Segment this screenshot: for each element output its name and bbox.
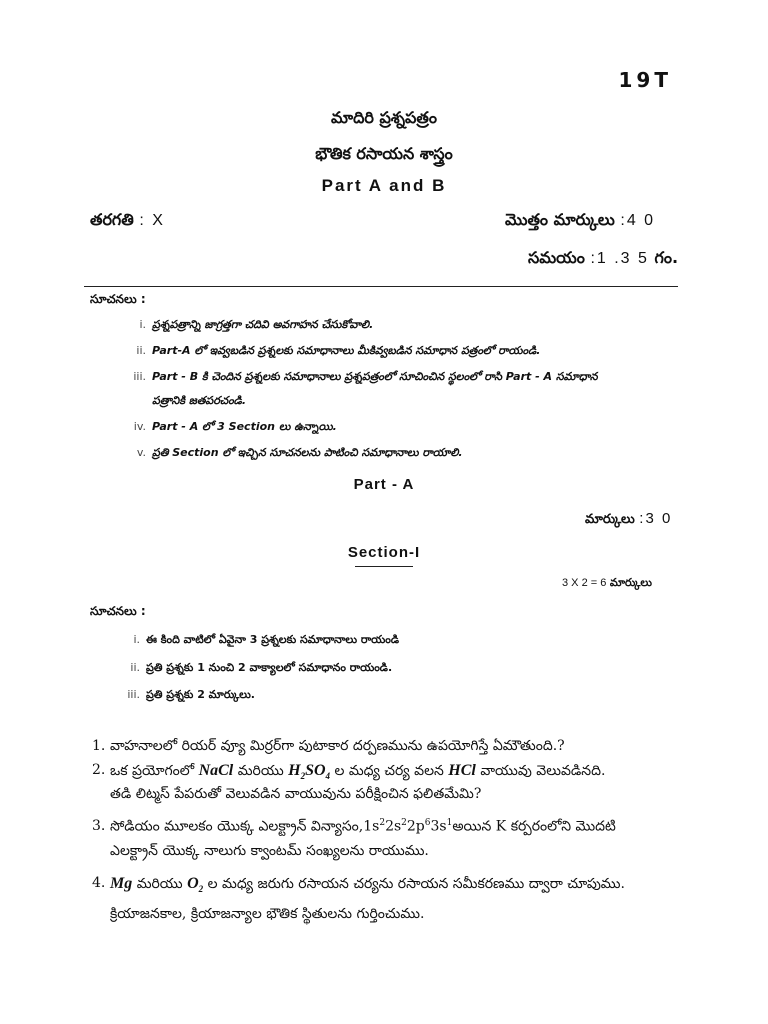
question-number: 4. xyxy=(92,875,106,891)
instruction-number: i. xyxy=(139,318,146,331)
total-marks-value: :4 0 xyxy=(620,212,656,229)
instruction-text: ప్రతి ప్రశ్నకు 1 నుంచి 2 వాక్యాలలో సమాధానం రాయండి. xyxy=(146,661,393,674)
question-4 xyxy=(92,875,625,895)
question-text: 2p xyxy=(406,818,425,835)
question-text: సోడియం మూలకం యొక్క ఎలక్ట్రాన్ విన్యాసం,1s xyxy=(110,818,380,835)
instruction-item xyxy=(136,446,463,462)
chem-subscript: 2 xyxy=(300,771,306,782)
chem-subscript: 2 xyxy=(198,884,204,895)
section-1-instructions-heading: సూచనలు : xyxy=(90,604,146,618)
question-text: ల మధ్య చర్య వలన xyxy=(334,763,444,779)
instruction-number: i. xyxy=(133,633,140,646)
instruction-item xyxy=(136,344,541,360)
chem-part: O xyxy=(187,875,199,892)
question-number: 3. xyxy=(92,818,106,834)
chem-formula-hcl: HCl xyxy=(448,762,476,779)
section-1-title: Section-I xyxy=(347,544,421,561)
question-1 xyxy=(92,738,565,757)
total-marks-label: మొత్తం మార్కులు xyxy=(505,210,615,229)
instruction-number: v. xyxy=(136,446,146,459)
chem-formula-o2 xyxy=(187,875,204,895)
question-3-line-2: ఎలక్ట్రాన్ యొక్క నాలుగు క్వాంటమ్ సంఖ్యలను రాయుము. xyxy=(110,843,429,859)
paper-title: మాదిరి ప్రశ్నపత్రం xyxy=(331,108,437,127)
question-text: 3s xyxy=(430,818,447,835)
instruction-text: Part - B కి చెందిన ప్రశ్నలకు సమాధానాలు ప్రశ్నపత్రంలో సూచించిన స్థలంలో రాసి Part - A సమాధాన xyxy=(152,370,598,383)
superscript: 2 xyxy=(379,818,386,828)
instruction-number: ii. xyxy=(136,344,146,357)
chem-formula-h2so4 xyxy=(288,762,331,782)
class-label: తరగతి xyxy=(90,210,134,229)
instruction-item xyxy=(133,420,337,436)
chem-formula-nacl: NaCl xyxy=(198,762,234,779)
section-instruction-item xyxy=(133,633,399,649)
subject-title: భౌతిక రసాయన శాస్త్రం xyxy=(315,144,453,163)
question-3 xyxy=(92,818,616,838)
superscript: 2 xyxy=(401,818,407,828)
instruction-text: పత్రానికి జతపరచండి. xyxy=(152,394,246,407)
section-instruction-item xyxy=(127,688,255,704)
section-title-underline xyxy=(355,566,413,567)
instructions-heading: సూచనలు : xyxy=(90,292,146,306)
instruction-number: iii. xyxy=(127,688,140,701)
part-heading: Part A and B xyxy=(321,176,447,195)
time-label: సమయం xyxy=(528,248,585,267)
chem-part: H xyxy=(288,762,301,779)
question-text: వాహనాలలో రియర్ వ్యూ మిర్రర్‌గా పుటాకార దర్పణమును ఉపయోగిస్తే ఏమౌతుంది.? xyxy=(110,738,565,754)
time-value: :1 .3 5 xyxy=(590,250,649,267)
instruction-number: ii. xyxy=(130,661,140,674)
part-a-marks-label: మార్కులు xyxy=(585,512,635,527)
divider-line xyxy=(84,286,678,287)
paper-code: 19T xyxy=(618,68,672,92)
question-text: 2s xyxy=(385,818,402,835)
scheme-formula: 3 X 2 = 6 xyxy=(562,577,607,589)
question-4-line-2: క్రియాజనకాల, క్రియాజన్యాల భౌతిక స్థితులను గుర్తించుము. xyxy=(110,906,425,922)
instruction-text: ప్రతి Section లో ఇచ్చిన సూచనలను పాటించి సమాధానాలు రాయాలి. xyxy=(152,446,463,459)
time-unit: గం. xyxy=(654,248,679,267)
question-2-line-2: తడి లిట్మస్ పేపరుతో వెలువడిన వాయువును పరీక్షించిన ఫలితమేమి? xyxy=(110,786,482,802)
instruction-item xyxy=(133,370,598,386)
section-1-scheme xyxy=(562,576,652,592)
total-marks xyxy=(505,210,655,233)
section-instruction-item xyxy=(130,661,393,677)
instruction-text: Part - A లో 3 Section లు ఉన్నాయి. xyxy=(152,420,337,433)
instruction-text: ప్రతి ప్రశ్నకు 2 మార్కులు. xyxy=(146,688,255,701)
instruction-text: ఈ కింది వాటిలో ఏవైనా 3 ప్రశ్నలకు సమాధానాలు రాయండి xyxy=(146,633,399,646)
instruction-item xyxy=(139,318,374,334)
chem-part: SO xyxy=(305,762,326,779)
question-text: మరియు xyxy=(237,763,284,779)
question-number: 2. xyxy=(92,762,106,778)
question-text: వాయువు వెలువడినది. xyxy=(480,763,606,779)
class-info xyxy=(90,210,165,233)
instruction-item-continued xyxy=(152,394,246,410)
chem-subscript: 4 xyxy=(325,771,331,782)
question-text: ఒక ప్రయోగంలో xyxy=(110,763,195,779)
question-text: అయిన K కర్పరంలోని మొదటి xyxy=(452,818,616,835)
instruction-number: iv. xyxy=(133,420,146,433)
class-value: : X xyxy=(139,212,165,229)
part-a-marks-value: :3 0 xyxy=(639,510,673,527)
instruction-text: Part-A లో ఇవ్వబడిన ప్రశ్నలకు సమాధానాలు మీకివ్వబడిన సమాధాన పత్రంలో రాయండి. xyxy=(152,344,541,357)
question-number: 1. xyxy=(92,738,106,754)
part-a-title: Part - A xyxy=(353,476,415,493)
question-text: ల మధ్య జరుగు రసాయన చర్యను రసాయన సమీకరణము ద్వారా చూపుము. xyxy=(207,876,625,892)
chem-formula-mg: Mg xyxy=(110,875,133,892)
superscript: 6 xyxy=(424,818,431,828)
question-text: మరియు xyxy=(136,876,183,892)
instruction-number: iii. xyxy=(133,370,146,383)
superscript: 1 xyxy=(446,818,453,828)
question-2 xyxy=(92,762,606,782)
scheme-unit: మార్కులు xyxy=(609,576,652,589)
instruction-text: ప్రశ్నపత్రాన్ని జాగ్రత్తగా చదివి అవగాహన చేసుకోవాలి. xyxy=(152,318,374,331)
part-a-marks xyxy=(585,510,672,530)
time-info xyxy=(528,248,678,271)
